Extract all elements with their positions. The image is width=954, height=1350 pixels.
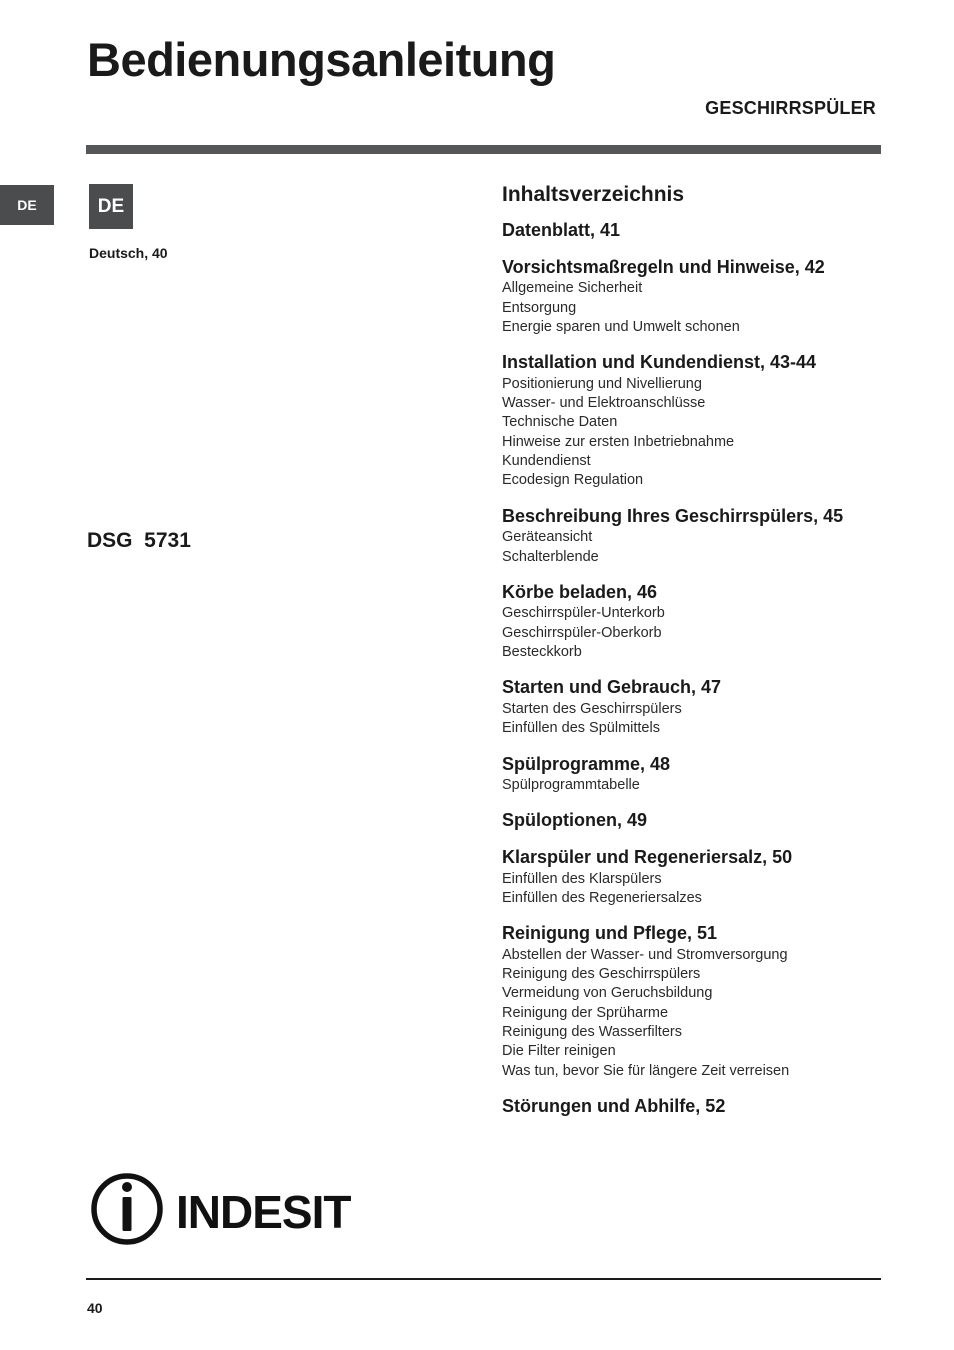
toc-section	[502, 754, 892, 796]
toc-item-list	[502, 776, 892, 795]
toc-section-title: Datenblatt, 41	[502, 220, 621, 241]
toc-section-title: Spülprogramme, 48	[502, 753, 671, 774]
toc-section-title: Körbe beladen, 46	[502, 581, 658, 602]
toc-section-title: Spüloptionen, 49	[502, 810, 648, 831]
toc-item: Abstellen der Wasser- und Stromversorgung	[502, 946, 788, 963]
page-number: 40	[87, 1300, 103, 1316]
toc-item: Ecodesign Regulation	[502, 472, 644, 489]
toc-section-title: Starten und Gebrauch, 47	[502, 677, 722, 698]
toc-item: Reinigung des Geschirrspülers	[502, 966, 701, 983]
toc-item: Die Filter reinigen	[502, 1043, 616, 1060]
toc-section	[502, 352, 892, 490]
toc-item: Spülprogrammtabelle	[502, 777, 640, 794]
toc-section	[502, 810, 892, 832]
toc-item-list	[502, 528, 892, 567]
toc-section-title: Vorsichtsmaßregeln und Hinweise, 42	[502, 256, 825, 277]
toc-item: Kundendienst	[502, 453, 591, 470]
toc-item: Technische Daten	[502, 414, 618, 431]
model-number: DSG 5731	[87, 529, 191, 552]
table-of-contents	[502, 182, 892, 1132]
toc-item: Entsorgung	[502, 299, 577, 316]
toc-section-title: Klarspüler und Regeneriersalz, 50	[502, 846, 793, 867]
toc-section	[502, 923, 892, 1081]
toc-item-list	[502, 604, 892, 662]
toc-item: Vermeidung von Geruchsbildung	[502, 985, 713, 1002]
language-side-tab: DE	[0, 185, 54, 225]
bottom-divider	[86, 1278, 881, 1280]
toc-item: Allgemeine Sicherheit	[502, 280, 643, 297]
toc-item: Geräteansicht	[502, 529, 593, 546]
toc-item: Was tun, bevor Sie für längere Zeit verreisen	[502, 1062, 790, 1079]
top-divider	[86, 145, 881, 154]
toc-item: Positionierung und Nivellierung	[502, 375, 702, 392]
toc-item-list	[502, 700, 892, 739]
toc-section	[502, 847, 892, 908]
toc-item-list	[502, 279, 892, 337]
svg-text:INDESIT: INDESIT	[176, 1186, 351, 1238]
toc-item: Hinweise zur ersten Inbetriebnahme	[502, 433, 735, 450]
product-category: GESCHIRRSPÜLER	[705, 98, 876, 118]
toc-section	[502, 220, 892, 242]
toc-section	[502, 677, 892, 738]
toc-item: Besteckkorb	[502, 644, 582, 661]
toc-section	[502, 1096, 892, 1118]
toc-section	[502, 257, 892, 337]
toc-item: Geschirrspüler-Unterkorb	[502, 605, 665, 622]
toc-item: Geschirrspüler-Oberkorb	[502, 624, 662, 641]
toc-section-title: Beschreibung Ihres Geschirrspülers, 45	[502, 505, 844, 526]
toc-sections	[502, 220, 892, 1117]
toc-item: Starten des Geschirrspülers	[502, 700, 682, 717]
language-badge: DE	[89, 184, 133, 229]
toc-section-title: Störungen und Abhilfe, 52	[502, 1095, 726, 1116]
toc-item-list	[502, 870, 892, 909]
toc-heading: Inhaltsverzeichnis	[502, 183, 685, 206]
toc-item: Reinigung der Sprüharme	[502, 1004, 669, 1021]
toc-item: Einfüllen des Spülmittels	[502, 720, 660, 737]
toc-item: Reinigung des Wasserfilters	[502, 1023, 682, 1040]
toc-item-list	[502, 375, 892, 491]
toc-section	[502, 582, 892, 662]
toc-section-title: Reinigung und Pflege, 51	[502, 923, 718, 944]
page-title: Bedienungsanleitung	[87, 33, 556, 86]
language-entry: Deutsch, 40	[89, 245, 168, 261]
toc-item-list	[502, 946, 892, 1081]
toc-item: Energie sparen und Umwelt schonen	[502, 318, 740, 335]
toc-item: Schalterblende	[502, 548, 599, 565]
indesit-logo-icon	[90, 1170, 370, 1250]
toc-item: Einfüllen des Klarspülers	[502, 870, 662, 887]
toc-section-title: Installation und Kundendienst, 43-44	[502, 352, 817, 373]
toc-item: Wasser- und Elektroanschlüsse	[502, 395, 706, 412]
toc-section	[502, 506, 892, 567]
toc-item: Einfüllen des Regeneriersalzes	[502, 889, 702, 906]
